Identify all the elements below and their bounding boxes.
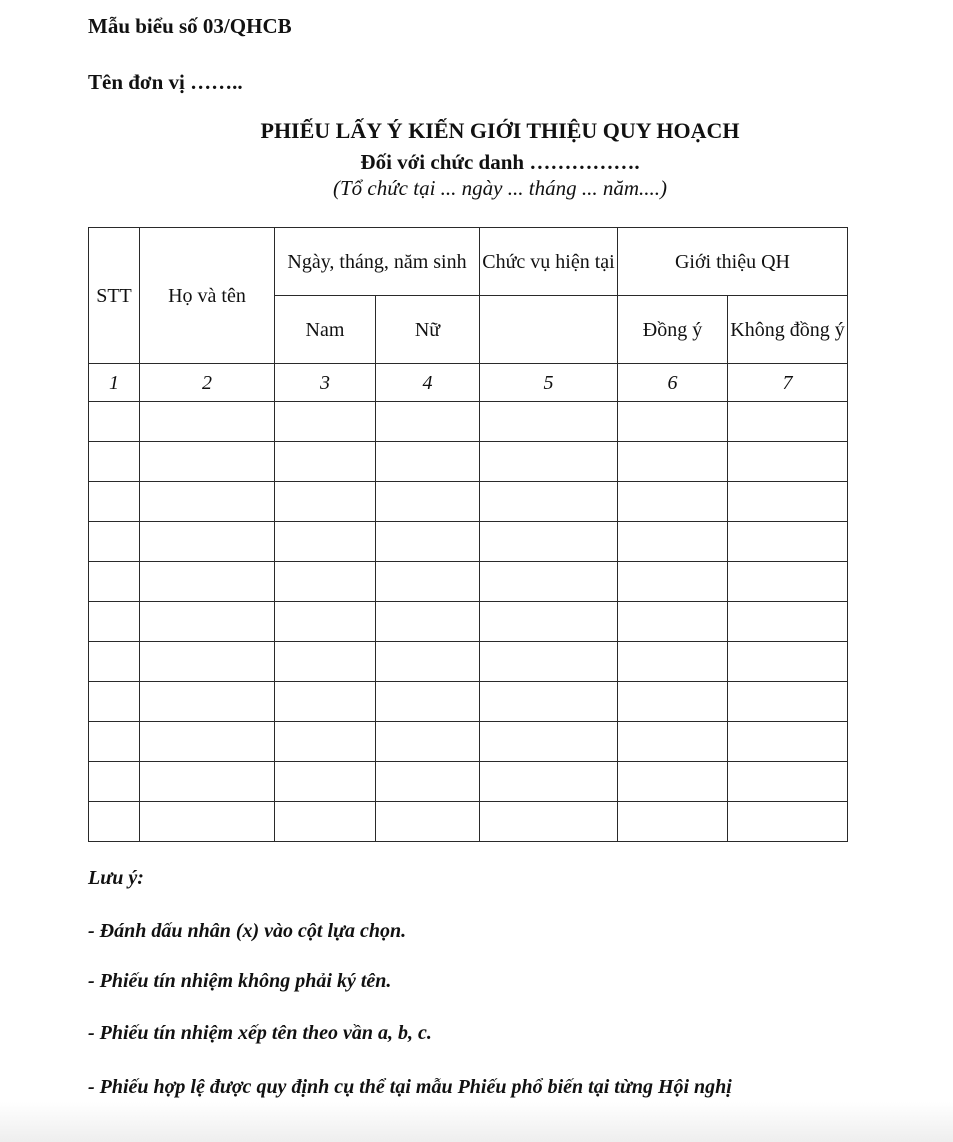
header-stt: STT — [89, 228, 140, 364]
table-cell — [376, 722, 480, 762]
table-cell — [376, 482, 480, 522]
table-cell — [140, 442, 275, 482]
table-cell — [728, 682, 848, 722]
header-agree: Đồng ý — [618, 296, 728, 364]
header-position: Chức vụ hiện tại — [480, 228, 618, 296]
table-cell — [480, 642, 618, 682]
header-full-name: Họ và tên — [140, 228, 275, 364]
table-cell — [618, 802, 728, 842]
table-row — [89, 802, 848, 842]
column-number: 6 — [618, 364, 728, 402]
header-recommendation: Giới thiệu QH — [618, 228, 848, 296]
table-cell — [618, 602, 728, 642]
table-cell — [618, 562, 728, 602]
table-cell — [275, 562, 376, 602]
table-cell — [728, 442, 848, 482]
table-cell — [275, 802, 376, 842]
table-cell — [275, 522, 376, 562]
table-cell — [618, 762, 728, 802]
notes-heading: Lưu ý: — [88, 867, 144, 889]
table-cell — [480, 722, 618, 762]
unit-name: Tên đơn vị …….. — [88, 70, 243, 94]
table-cell — [728, 762, 848, 802]
table-row — [89, 642, 848, 682]
table-cell — [89, 402, 140, 442]
table-cell — [89, 522, 140, 562]
header-birth-date: Ngày, tháng, năm sinh — [275, 228, 480, 296]
column-number: 3 — [275, 364, 376, 402]
document-subtitle: Đối với chức danh ……………. — [360, 150, 640, 174]
table-row — [89, 602, 848, 642]
table-cell — [140, 602, 275, 642]
ballot-table — [88, 227, 848, 842]
table-cell — [275, 402, 376, 442]
table-cell — [275, 722, 376, 762]
column-number: 2 — [140, 364, 275, 402]
table-cell — [140, 402, 275, 442]
table-cell — [618, 442, 728, 482]
table-cell — [140, 562, 275, 602]
table-cell — [89, 722, 140, 762]
table-cell — [89, 602, 140, 642]
table-cell — [728, 522, 848, 562]
table-cell — [618, 482, 728, 522]
table-cell — [376, 602, 480, 642]
table-cell — [376, 802, 480, 842]
table-cell — [275, 682, 376, 722]
table-row — [89, 762, 848, 802]
column-number: 7 — [728, 364, 848, 402]
table-cell — [89, 442, 140, 482]
table-cell — [728, 602, 848, 642]
form-code: Mẫu biểu số 03/QHCB — [88, 14, 292, 38]
table-cell — [376, 562, 480, 602]
table-cell — [89, 482, 140, 522]
column-number: 4 — [376, 364, 480, 402]
table-cell — [618, 522, 728, 562]
table-cell — [140, 722, 275, 762]
table-cell — [480, 562, 618, 602]
table-cell — [480, 682, 618, 722]
table-row — [89, 402, 848, 442]
table-cell — [140, 642, 275, 682]
header-disagree: Không đồng ý — [728, 296, 848, 364]
table-row — [89, 682, 848, 722]
table-row — [89, 562, 848, 602]
table-cell — [89, 642, 140, 682]
table-row — [89, 522, 848, 562]
header-row-1 — [89, 228, 848, 296]
table-cell — [618, 722, 728, 762]
table-cell — [376, 402, 480, 442]
header-position-sub — [480, 296, 618, 364]
table-cell — [376, 642, 480, 682]
table-cell — [480, 482, 618, 522]
table-cell — [376, 522, 480, 562]
table-cell — [376, 682, 480, 722]
page-bottom-shadow — [0, 1102, 953, 1142]
table-cell — [89, 762, 140, 802]
column-number: 1 — [89, 364, 140, 402]
note-item: - Phiếu hợp lệ được quy định cụ thể tại mẫu Phiếu phổ biến tại từng Hội nghị — [88, 1076, 732, 1098]
column-number-row — [89, 364, 848, 402]
table-cell — [480, 802, 618, 842]
table-cell — [89, 682, 140, 722]
table-cell — [728, 722, 848, 762]
table-cell — [480, 522, 618, 562]
table-cell — [140, 682, 275, 722]
table-row — [89, 442, 848, 482]
table-cell — [275, 482, 376, 522]
table-cell — [89, 802, 140, 842]
table-cell — [275, 642, 376, 682]
table-cell — [728, 642, 848, 682]
document-title: PHIẾU LẤY Ý KIẾN GIỚI THIỆU QUY HOẠCH — [260, 118, 740, 143]
column-number: 5 — [480, 364, 618, 402]
table-cell — [728, 482, 848, 522]
table-cell — [728, 562, 848, 602]
note-item: - Phiếu tín nhiệm không phải ký tên. — [88, 970, 392, 992]
organization-line: (Tổ chức tại ... ngày ... tháng ... năm....) — [332, 176, 667, 200]
table-cell — [480, 602, 618, 642]
table-cell — [376, 762, 480, 802]
table-cell — [140, 482, 275, 522]
table-cell — [618, 642, 728, 682]
table-cell — [140, 802, 275, 842]
table-cell — [140, 762, 275, 802]
table-row — [89, 482, 848, 522]
table-cell — [275, 762, 376, 802]
note-item: - Phiếu tín nhiệm xếp tên theo vần a, b, c. — [88, 1022, 432, 1044]
table-cell — [275, 602, 376, 642]
table-row — [89, 722, 848, 762]
table-cell — [618, 402, 728, 442]
table-cell — [89, 562, 140, 602]
table-cell — [480, 402, 618, 442]
table-cell — [480, 762, 618, 802]
table-cell — [275, 442, 376, 482]
table-cell — [376, 442, 480, 482]
note-item: - Đánh dấu nhân (x) vào cột lựa chọn. — [88, 920, 407, 942]
table-cell — [140, 522, 275, 562]
header-female: Nữ — [376, 296, 480, 364]
table-cell — [618, 682, 728, 722]
table-cell — [728, 402, 848, 442]
header-male: Nam — [275, 296, 376, 364]
table-cell — [728, 802, 848, 842]
table-cell — [480, 442, 618, 482]
